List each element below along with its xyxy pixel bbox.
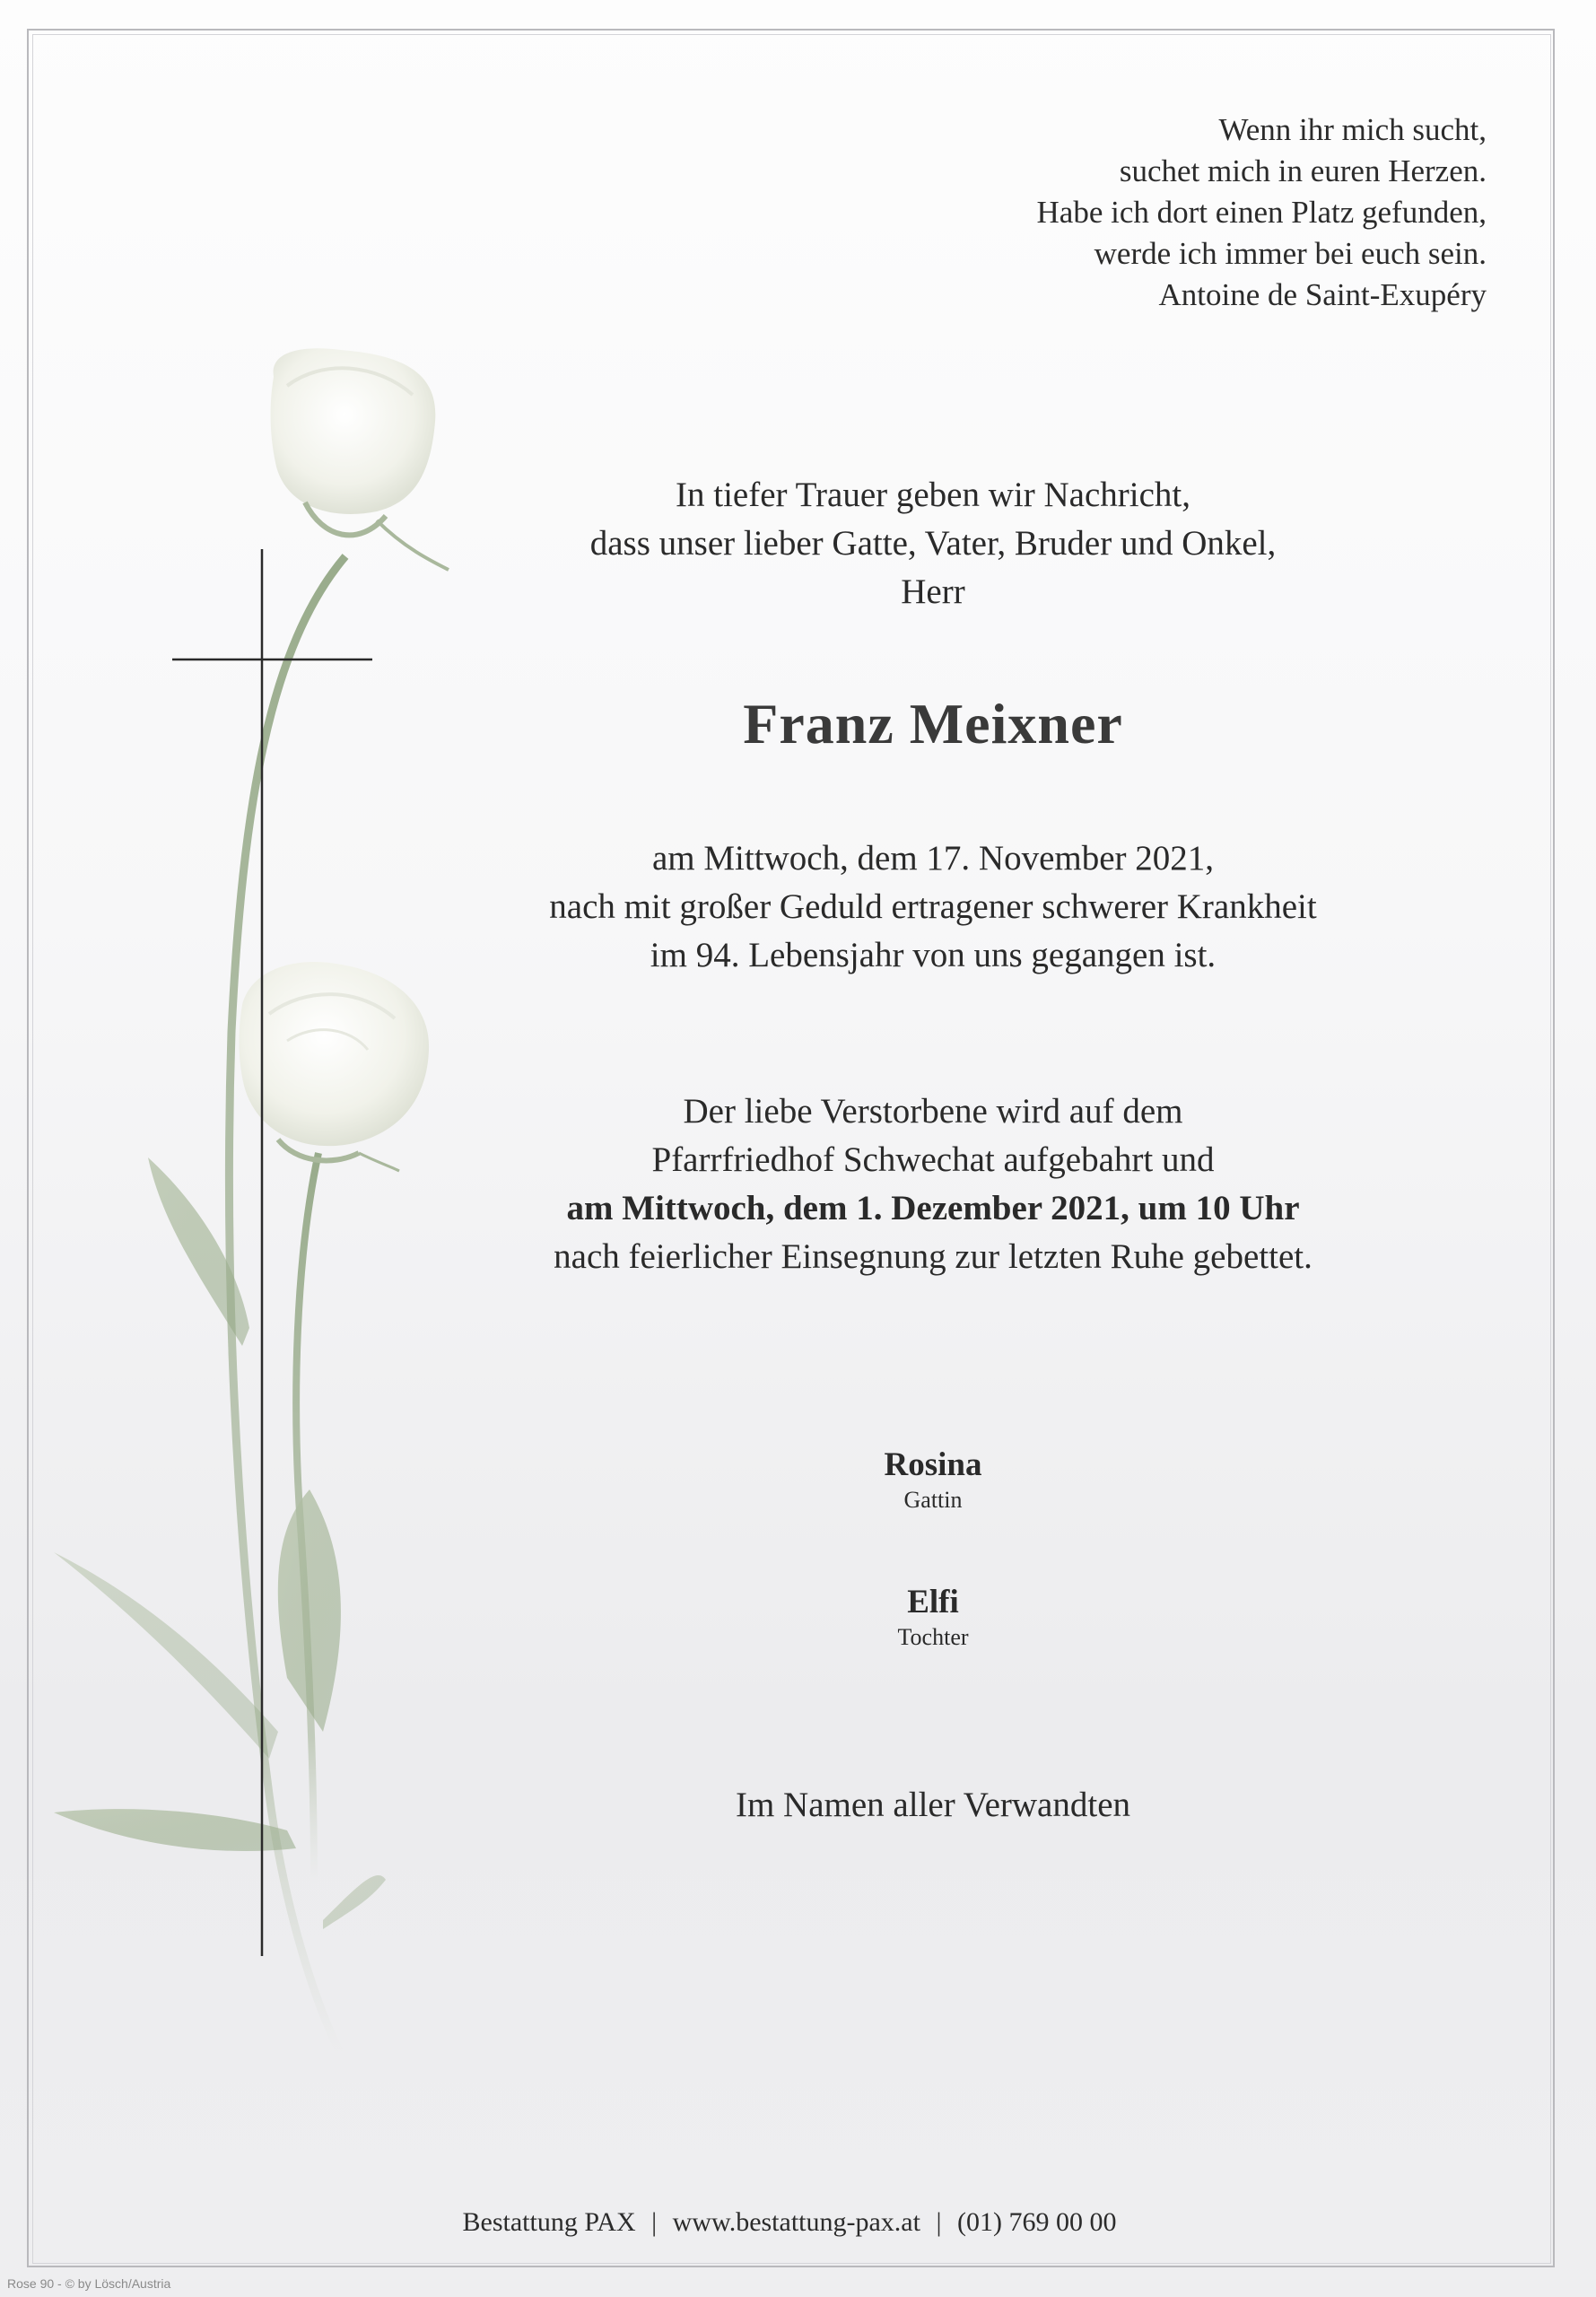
footer-website: www.bestattung-pax.at (672, 2207, 920, 2237)
mourner-name: Rosina (884, 1446, 982, 1483)
death-line: im 94. Lebensjahr von uns gegangen ist. (650, 936, 1217, 974)
announcement-intro (449, 471, 1417, 616)
mourner-name: Elfi (907, 1584, 959, 1620)
mourner-entry (449, 1582, 1417, 1652)
quote-line: Wenn ihr mich sucht, (1218, 112, 1487, 147)
intro-line: Herr (901, 572, 965, 611)
footer-separator: | (651, 2207, 658, 2237)
footer-separator: | (936, 2207, 942, 2237)
death-line: nach mit großer Geduld ertragener schwerer Krankheit (549, 887, 1317, 926)
footer (431, 2207, 1148, 2238)
mourner-entry (449, 1445, 1417, 1515)
funeral-date-line: am Mittwoch, dem 1. Dezember 2021, um 10 Uhr (566, 1189, 1300, 1227)
death-details (449, 834, 1417, 980)
funeral-line: nach feierlicher Einsegnung zur letzten Ruhe gebettet. (554, 1237, 1313, 1276)
intro-line: dass unser lieber Gatte, Vater, Bruder und Onkel, (589, 524, 1277, 563)
quote-line: Habe ich dort einen Platz gefunden, (1036, 195, 1487, 230)
funeral-details (449, 1087, 1417, 1281)
funeral-line: Pfarrfriedhof Schwechat aufgebahrt und (651, 1140, 1215, 1179)
footer-company: Bestattung PAX (462, 2207, 636, 2237)
death-line: am Mittwoch, dem 17. November 2021, (651, 839, 1215, 878)
mourner-relation: Tochter (897, 1624, 969, 1650)
quote-line: suchet mich in euren Herzen. (1119, 153, 1487, 188)
quote-author: Antoine de Saint-Exupéry (1158, 277, 1487, 312)
intro-line: In tiefer Trauer geben wir Nachricht, (676, 476, 1190, 514)
deceased-name: Franz Meixner (743, 692, 1123, 755)
poem-quote (859, 109, 1487, 316)
funeral-line: Der liebe Verstorbene wird auf dem (683, 1092, 1183, 1131)
footer-phone: (01) 769 00 00 (956, 2207, 1117, 2237)
image-credit: Rose 90 - © by Lösch/Austria (7, 2276, 171, 2291)
quote-line: werde ich immer bei euch sein. (1094, 236, 1487, 271)
closing-line: Im Namen aller Verwandten (735, 1786, 1131, 1824)
mourner-relation: Gattin (903, 1487, 963, 1513)
